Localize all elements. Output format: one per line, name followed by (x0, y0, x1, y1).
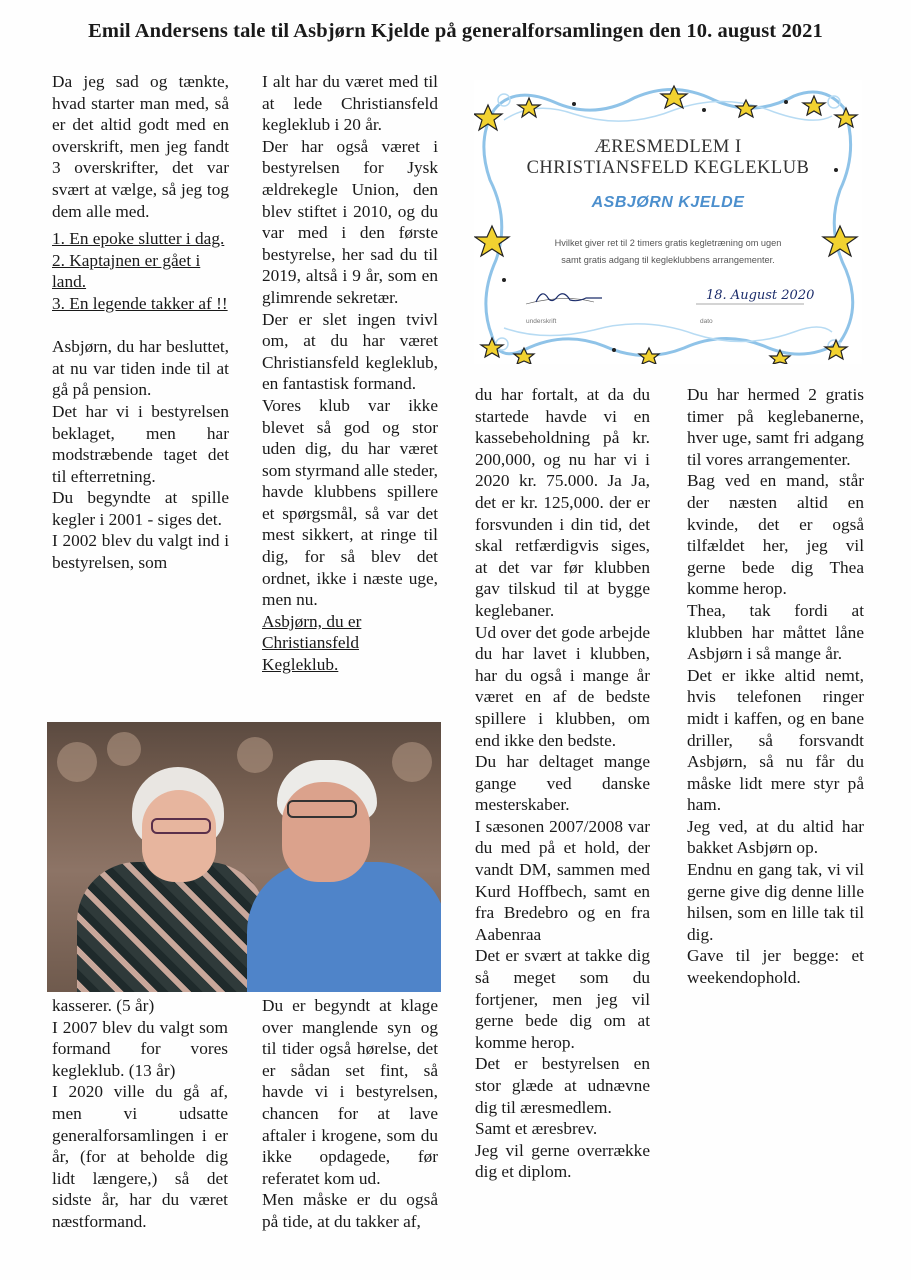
paragraph: Asbjørn, du har besluttet, at nu var tiden inde til at gå på pension. (52, 337, 229, 400)
certificate-text: Hvilket giver ret til 2 timers gratis kegletræning om ugen (554, 238, 782, 248)
heading-kaptajn: 2. Kaptajnen er gået i land. (52, 250, 201, 292)
paragraph: Du har deltaget mange gange ved danske mesterskaber. (475, 752, 650, 815)
paragraph: Du har hermed 2 gratis timer på keglebanerne, hver uge, samt fri adgang til vores arrangementer. (687, 385, 864, 469)
background-guest (107, 732, 141, 766)
certificate-club-name: CHRISTIANSFELD KEGLEKLUB (526, 158, 810, 178)
paragraph: Der er slet ingen tvivl om, at du har været Christiansfeld kegleklub, en fantastisk formand. (262, 309, 438, 394)
date-label: dato (700, 318, 713, 325)
column-2-upper (262, 71, 438, 676)
closing-line: Asbjørn, du er Christiansfeld Kegleklub. (262, 611, 362, 675)
certificate-heading: ÆRESMEDLEM I (594, 137, 742, 157)
paragraph: Jeg vil gerne overrække dig et diplom. (475, 1140, 650, 1182)
paragraph: Du er begyndt at klage over manglende syn og til tider også hørelse, det er sådan set fint, så havde vi i bestyrelsen, chancen for at lave aftaler i krogene, som du ikke opdagede, før referatet kom ud. (262, 996, 438, 1188)
column-2-lower (262, 995, 438, 1233)
paragraph: I alt har du været med til at lede Christiansfeld kegleklub i 20 år. (262, 72, 438, 135)
paragraph: I 2020 ville du gå af, men vi udsatte generalforsamlingen i er år, (for at beholde dig lidt længere,) så det sidste år, har du været næstformand. (52, 1082, 228, 1231)
paragraph: I 2002 blev du valgt ind i bestyrelsen, som (52, 531, 229, 573)
heading-epoke: 1. En epoke slutter i dag. (52, 229, 225, 249)
paragraph: Ud over det gode arbejde du har lavet i klubben, har du også i mange år været en af de bedste spillere i klubben, om end ikke den bedste. (475, 622, 650, 750)
column-1-upper (52, 71, 229, 574)
signature-icon (534, 288, 604, 306)
paragraph: Gave til jer begge: et weekendophold. (687, 946, 864, 988)
column-1-lower (52, 995, 228, 1233)
paragraph: Det er svært at takke dig så meget som du fortjener, men jeg vil gerne bede dig om at komme herop. (475, 946, 650, 1052)
woman-glasses (151, 818, 211, 834)
article-title: Emil Andersens tale til Asbjørn Kjelde på generalforsamlingen den 10. august 2021 (88, 20, 823, 42)
paragraph: I sæsonen 2007/2008 var du med på et hold, der vandt DM, sammen med Kurd Hoffbech, samt en fra Bredebro og en fra Aabenraa (475, 816, 650, 944)
paragraph: Men måske er du også på tide, at du takker af, (262, 1190, 438, 1231)
paragraph: I 2007 blev du valgt som formand for vores kegleklub. (13 år) (52, 1017, 228, 1080)
paragraph: Endnu en gang tak, vi vil gerne give dig denne lille hilsen, som en lille tak til dig. (687, 860, 864, 944)
paragraph: Thea, tak fordi at klubben har måttet låne Asbjørn i så mange år. (687, 600, 864, 664)
paragraph: Det er bestyrelsen en stor glæde at udnævne dig til æresmedlem. (475, 1054, 650, 1117)
paragraph: Det har vi i bestyrelsen beklaget, men har modstræbende taget det til efterretning. (52, 401, 229, 486)
background-guest (237, 737, 273, 773)
honorary-certificate (474, 80, 862, 364)
paragraph: Bag ved en mand, står der næsten altid en kvinde, det er også tilfældet her, jeg vil gerne bede dig Thea komme herop. (687, 471, 864, 599)
certificate-text: samt gratis adgang til kegleklubbens arrangementer. (561, 255, 775, 265)
paragraph: Da jeg sad og tænkte, hvad starter man med, så er det altid godt med en overskrift, men jeg fandt 3 overskrifter, det var svært at vælge, så jeg tog dem alle med. (52, 72, 229, 221)
paragraph: Jeg ved, at du altid har bakket Asbjørn op. (687, 816, 864, 858)
couple-photo (47, 722, 441, 992)
signature-label: underskrift (526, 318, 557, 325)
man-glasses (287, 800, 357, 818)
paragraph: Vores klub var ikke blevet så god og stor uden dig, du har været som styrmand alle steder, havde klubbens spillere et spørgsmål, så var det mest sikkert, at ringe til dig, for så blev det ordnet, ikke i næste uge, men nu. (262, 395, 438, 610)
paragraph: Samt et æresbrev. (475, 1119, 598, 1139)
paragraph: Det er ikke altid nemt, hvis telefonen ringer midt i kaffen, og en bane driller, så forsvandt Asbjørn, så nu får du måske lidt mere styr på ham. (687, 665, 864, 815)
paragraph: Du begyndte at spille kegler i 2001 - siges det. (52, 488, 229, 529)
certificate-recipient: ASBJØRN KJELDE (591, 194, 745, 211)
paragraph: Der har også været i bestyrelsen for Jysk ældrekegle Union, den blev stiftet i 2010, og du var med i den første bestyrelse, her sad du til 2019, altså i 9 år, som en glimrende sekretær. (262, 136, 438, 307)
column-4 (687, 384, 864, 989)
column-3 (475, 384, 650, 1183)
background-guest (57, 742, 97, 782)
woman-face (142, 790, 216, 882)
paragraph: du har fortalt, at da du startede havde vi en kassebeholdning på kr. 200,000, og nu har vi i 2020 kr. 75.000. Ja Ja, det er kr. 125,000. der er forsvunden i din tid, det skal retfærdigvis siges, at det var før klubben gav tilskud til at bygge keglebaner. (475, 385, 650, 620)
background-guest (392, 742, 432, 782)
man-face (282, 782, 370, 882)
man-body (247, 862, 441, 992)
paragraph: kasserer. (5 år) (52, 996, 155, 1015)
heading-legende: 3. En legende takker af !! (52, 293, 228, 313)
certificate-date: 18. August 2020 (706, 288, 815, 303)
